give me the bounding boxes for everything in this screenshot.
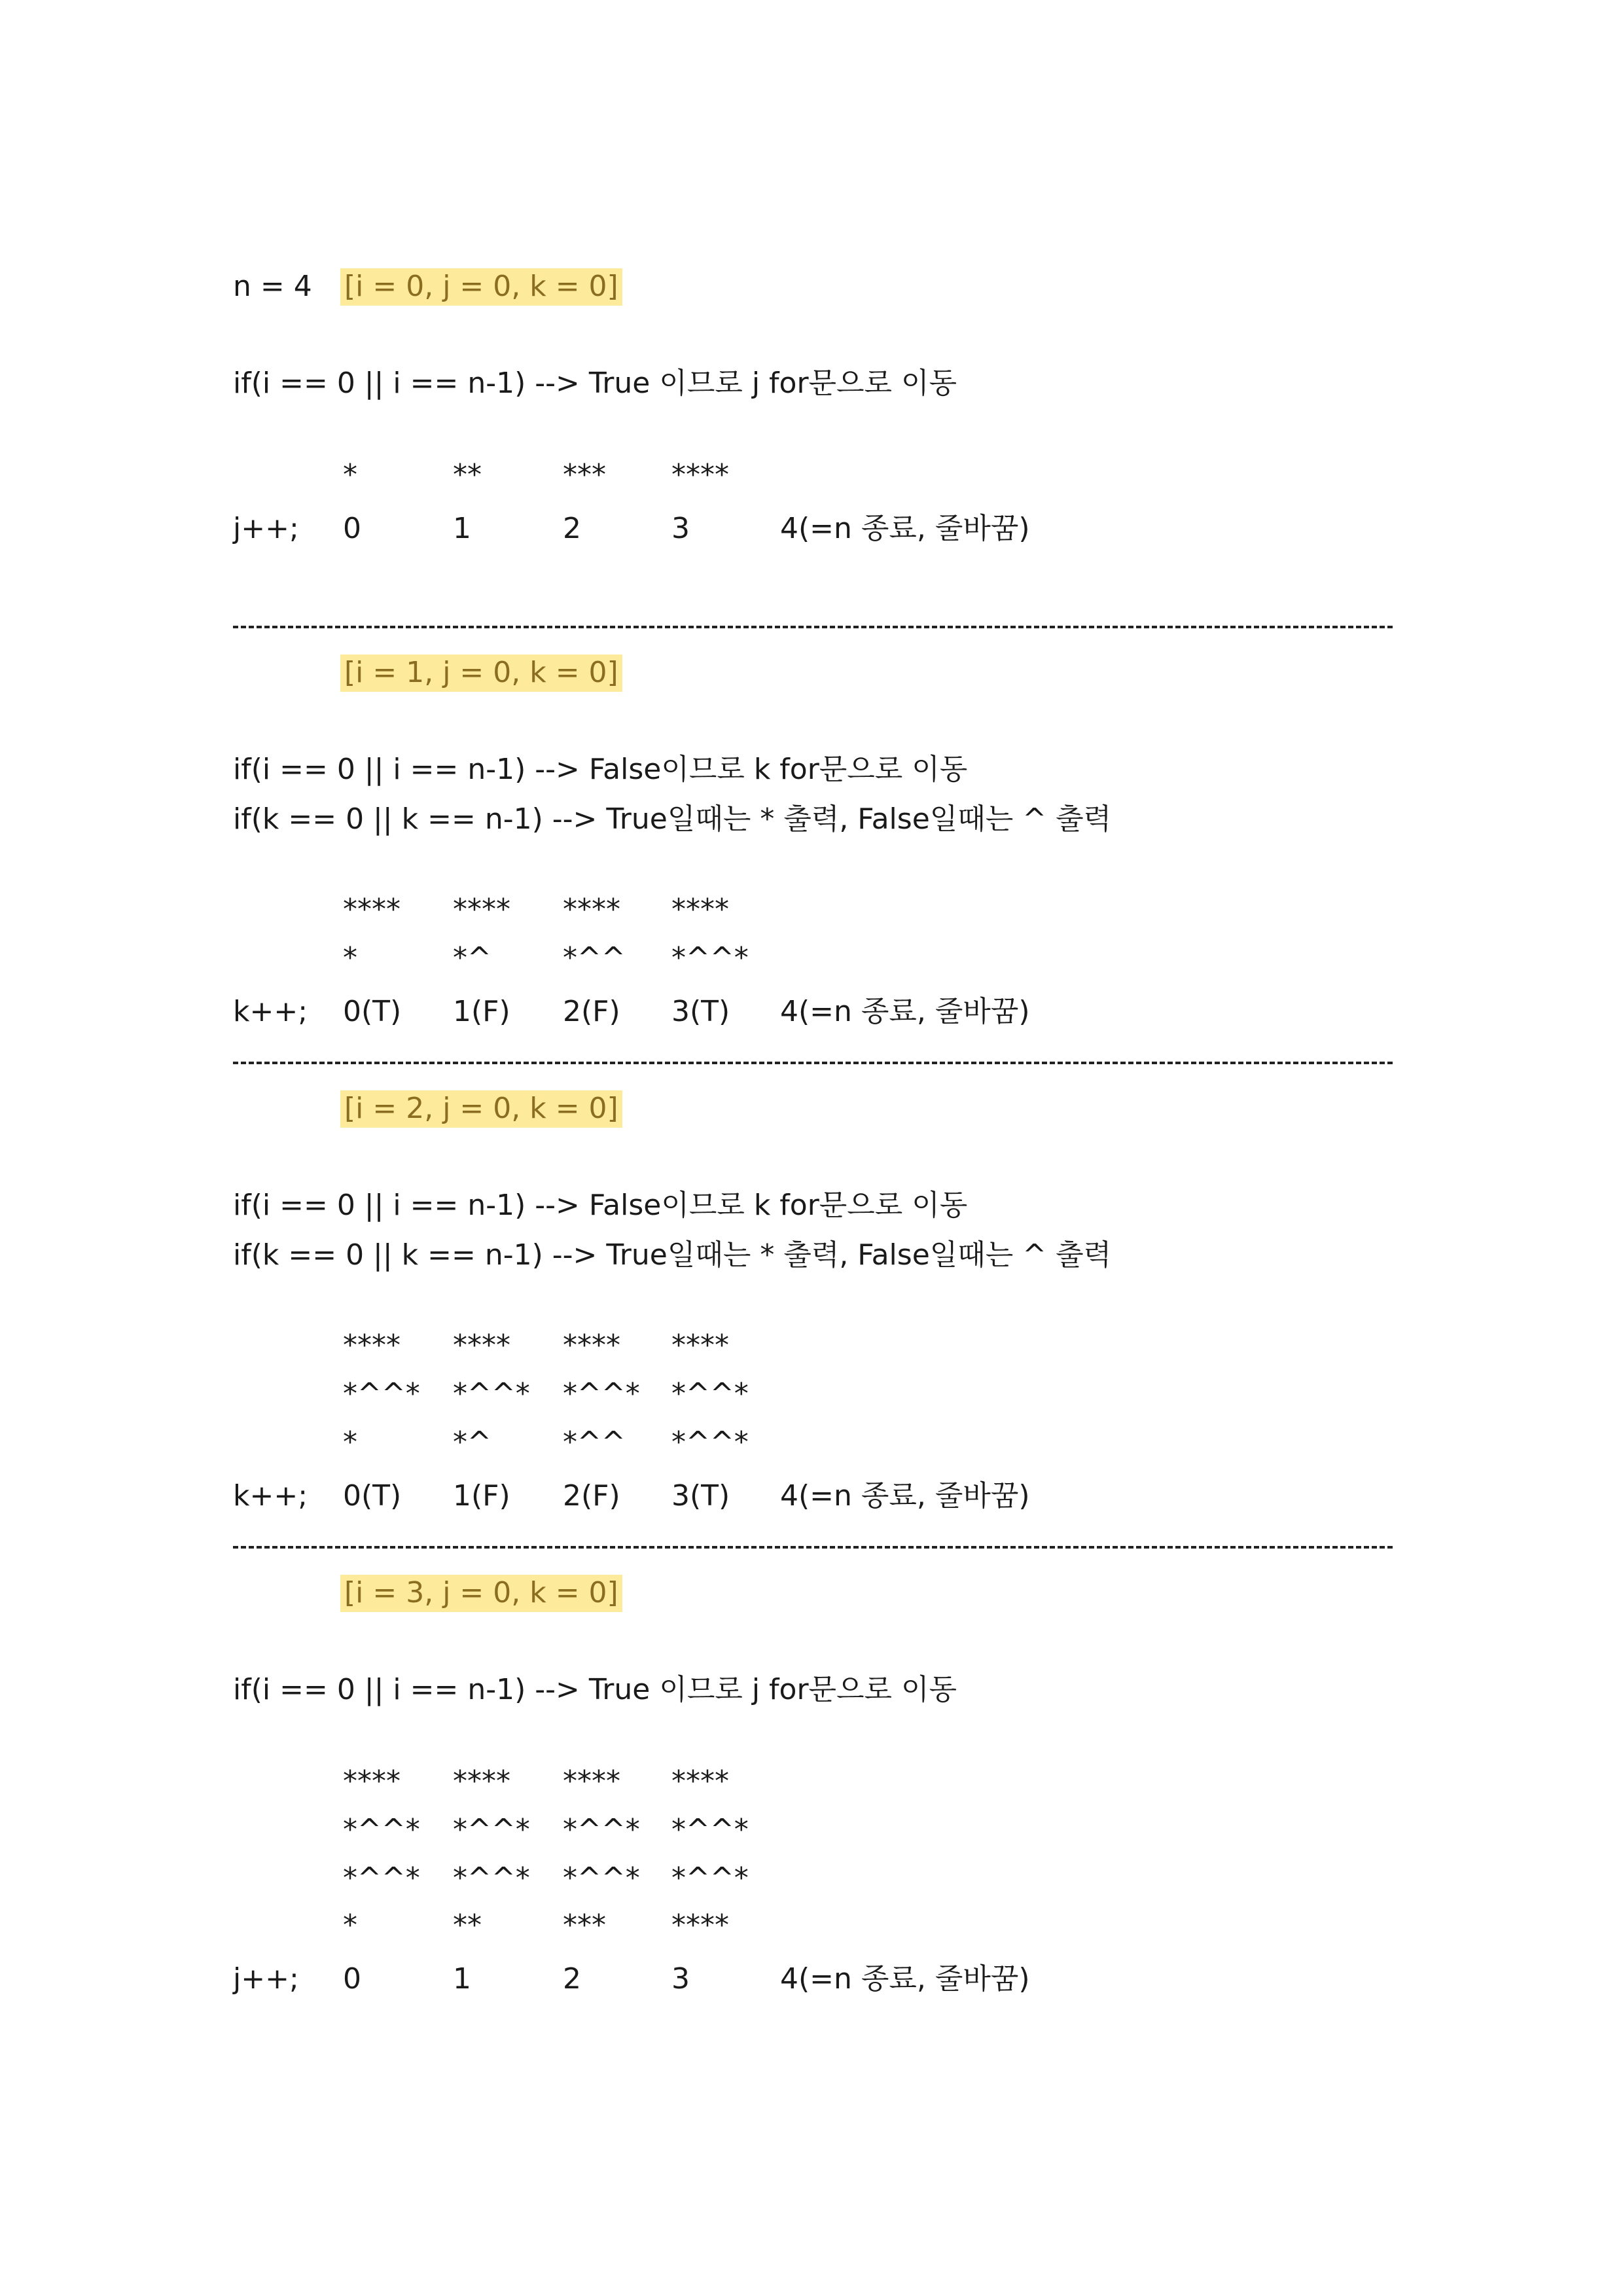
row-cell: *^^*: [671, 941, 749, 975]
state-label: [340, 655, 622, 691]
row-cell: *^^*: [671, 1813, 749, 1846]
separator: [233, 626, 1393, 628]
condition-line: if(i == 0 || i == n-1) --> False이므로 k for문으로 이동: [233, 1189, 968, 1222]
row-cell: *^^*: [343, 1861, 420, 1895]
row-cell: ***: [563, 458, 606, 492]
counter-value: 1: [453, 1962, 471, 1996]
row-cell: *^^: [563, 941, 626, 975]
row-cell: *: [343, 1426, 357, 1459]
counter-value: 3(T): [671, 1479, 730, 1513]
counter-label: k++;: [233, 1479, 308, 1513]
counter-value: 3(T): [671, 995, 730, 1028]
row-cell: ****: [563, 1329, 620, 1362]
row-cell: *^^*: [343, 1813, 420, 1846]
row-cell: ****: [671, 1329, 729, 1362]
state-label: [340, 1090, 622, 1127]
state-highlight: [i = 0, j = 0, k = 0]: [340, 268, 622, 306]
row-cell: *^^*: [671, 1861, 749, 1895]
row-cell: ****: [671, 1909, 729, 1942]
counter-label: j++;: [233, 1962, 299, 1996]
counter-value: 1(F): [453, 1479, 510, 1513]
row-cell: *^^*: [563, 1377, 640, 1410]
row-cell: **: [453, 1909, 482, 1942]
row-cell: *^^*: [453, 1861, 530, 1895]
row-cell: *^^*: [453, 1813, 530, 1846]
row-cell: ****: [343, 1765, 401, 1798]
counter-value: 0: [343, 1962, 361, 1996]
condition-line: if(i == 0 || i == n-1) --> True 이므로 j for문으로 이동: [233, 367, 957, 400]
row-cell: ****: [563, 1765, 620, 1798]
row-cell: *: [343, 1909, 357, 1942]
row-cell: *^^*: [563, 1813, 640, 1846]
counter-end: 4(=n 종료, 줄바꿈): [780, 995, 1030, 1028]
counter-value: 0(T): [343, 995, 402, 1028]
counter-value: 0: [343, 512, 361, 545]
row-cell: *^^*: [343, 1377, 420, 1410]
condition-line: if(k == 0 || k == n-1) --> True일때는 * 출력, False일때는 ^ 출력: [233, 1238, 1112, 1272]
separator: [233, 1546, 1393, 1549]
row-cell: *^: [453, 941, 491, 975]
condition-line: if(i == 0 || i == n-1) --> True 이므로 j for문으로 이동: [233, 1673, 957, 1706]
counter-label: j++;: [233, 512, 299, 545]
row-cell: *^^*: [671, 1377, 749, 1410]
counter-end: 4(=n 종료, 줄바꿈): [780, 1962, 1030, 1996]
row-cell: ***: [563, 1909, 606, 1942]
n-value: n = 4: [233, 270, 312, 303]
counter-value: 3: [671, 512, 690, 545]
row-cell: *^^*: [453, 1377, 530, 1410]
row-cell: ****: [453, 1765, 510, 1798]
row-cell: **: [453, 458, 482, 492]
counter-value: 2(F): [563, 1479, 620, 1513]
row-cell: *^^: [563, 1426, 626, 1459]
row-cell: *: [343, 458, 357, 492]
counter-value: 3: [671, 1962, 690, 1996]
row-cell: *^^*: [563, 1861, 640, 1895]
counter-end: 4(=n 종료, 줄바꿈): [780, 512, 1030, 545]
condition-line: if(k == 0 || k == n-1) --> True일때는 * 출력, False일때는 ^ 출력: [233, 802, 1112, 836]
row-cell: *: [343, 941, 357, 975]
counter-label: k++;: [233, 995, 308, 1028]
counter-value: 0(T): [343, 1479, 402, 1513]
state-label: [340, 1575, 622, 1611]
row-cell: ****: [453, 893, 510, 926]
counter-value: 2: [563, 1962, 581, 1996]
row-cell: ****: [671, 893, 729, 926]
state-highlight: [i = 1, j = 0, k = 0]: [340, 655, 622, 692]
counter-value: 2(F): [563, 995, 620, 1028]
counter-value: 2: [563, 512, 581, 545]
state-highlight: [i = 2, j = 0, k = 0]: [340, 1090, 622, 1128]
row-cell: ****: [671, 1765, 729, 1798]
row-cell: *^: [453, 1426, 491, 1459]
separator: [233, 1062, 1393, 1064]
state-label: [340, 268, 622, 305]
row-cell: ****: [343, 1329, 401, 1362]
counter-end: 4(=n 종료, 줄바꿈): [780, 1479, 1030, 1513]
state-highlight: [i = 3, j = 0, k = 0]: [340, 1575, 622, 1612]
row-cell: ****: [343, 893, 401, 926]
row-cell: ****: [671, 458, 729, 492]
row-cell: *^^*: [671, 1426, 749, 1459]
counter-value: 1: [453, 512, 471, 545]
condition-line: if(i == 0 || i == n-1) --> False이므로 k for문으로 이동: [233, 753, 968, 786]
counter-value: 1(F): [453, 995, 510, 1028]
row-cell: ****: [453, 1329, 510, 1362]
row-cell: ****: [563, 893, 620, 926]
